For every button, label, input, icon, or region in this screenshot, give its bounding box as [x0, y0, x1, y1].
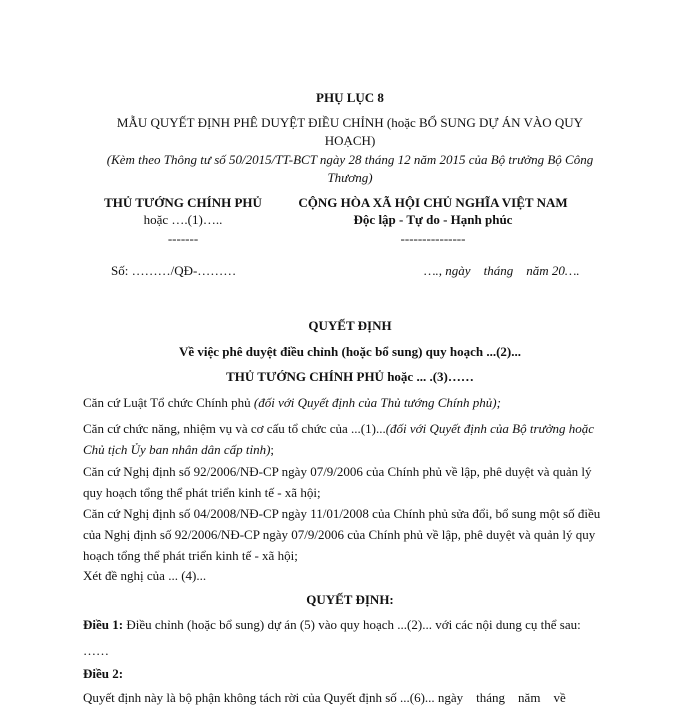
- decision-issuer: THỦ TƯỚNG CHÍNH PHỦ hoặc ... .(3)……: [226, 369, 474, 384]
- national-motto: Độc lập - Tự do - Hạnh phúc: [353, 212, 513, 227]
- basis-italic-note: (đối với Quyết định của Bộ trưởng hoặc Chủ tịch Ủy ban nhân dân cấp tỉnh): [83, 421, 595, 457]
- authority-alt: hoặc ….(1)…..: [143, 212, 223, 227]
- note-line2: Thương): [327, 170, 373, 185]
- legal-basis-2: [83, 418, 613, 460]
- legal-basis-4: Căn cứ Nghị định số 04/2008/NĐ-CP ngày 11/01/2008 của Chính phủ sửa đổi, bổ sung một số điều của Nghị định số 92/2006/NĐ-CP ngày 07/9/2006 của Chính phủ về lập, phê duyệt và quản lý quy hoạch tổng thể phát triển kinh tế - xã hội;: [83, 506, 601, 563]
- authority-heading: THỦ TƯỚNG CHÍNH PHỦ: [104, 195, 262, 210]
- left-divider: -------: [167, 231, 199, 246]
- template-title-line1: MẪU QUYẾT ĐỊNH PHÊ DUYỆT ĐIỀU CHỈNH (hoặc BỔ SUNG DỰ ÁN VÀO QUY: [116, 115, 584, 130]
- legal-basis-5: Xét đề nghị của ... (4)...: [83, 568, 207, 583]
- template-title-line2: HOẠCH): [324, 133, 376, 148]
- basis-text: Căn cứ chức năng, nhiệm vụ và cơ cấu tổ chức của ...(1)...: [83, 421, 386, 436]
- appendix-label: PHỤ LỤC 8: [316, 90, 384, 105]
- issue-date: …., ngày tháng năm 20….: [424, 263, 580, 278]
- decision-title: QUYẾT ĐỊNH: [308, 318, 392, 333]
- basis-italic-note: (đối với Quyết định của Thủ tướng Chính phủ);: [253, 395, 501, 410]
- right-divider: ---------------: [400, 231, 466, 246]
- article-1-label: Điều 1:: [83, 617, 124, 632]
- article-1-text: Điều chỉnh (hoặc bổ sung) dự án (5) vào quy hoạch ...(2)... với các nội dung cụ thể sau:: [123, 617, 581, 632]
- decision-subject: Về việc phê duyệt điều chỉnh (hoặc bổ sung) quy hoạch ...(2)...: [178, 344, 522, 359]
- document-number: Số: ………/QĐ-………: [111, 263, 237, 278]
- nation-heading: CỘNG HÒA XÃ HỘI CHỦ NGHĨA VIỆT NAM: [298, 195, 568, 210]
- basis-tail: ;: [270, 442, 275, 457]
- legal-basis-1: [83, 392, 613, 413]
- note-line1: (Kèm theo Thông tư số 50/2015/TT-BCT ngày 28 tháng 12 năm 2015 của Bộ trưởng Bộ Công: [106, 152, 594, 167]
- basis-text: Căn cứ Luật Tổ chức Chính phủ: [83, 395, 254, 410]
- article-1-ellipsis: ……: [83, 643, 109, 658]
- article-1: [83, 617, 581, 633]
- article-2-text: Quyết định này là bộ phận không tách rời của Quyết định số ...(6)... ngày tháng năm về: [83, 690, 566, 705]
- article-2-label: Điều 2:: [83, 666, 124, 681]
- decide-heading: QUYẾT ĐỊNH:: [306, 592, 394, 607]
- legal-basis-3: Căn cứ Nghị định số 92/2006/NĐ-CP ngày 07/9/2006 của Chính phủ về lập, phê duyệt và quản lý quy hoạch tổng thể phát triển kinh tế - xã hội;: [83, 464, 592, 500]
